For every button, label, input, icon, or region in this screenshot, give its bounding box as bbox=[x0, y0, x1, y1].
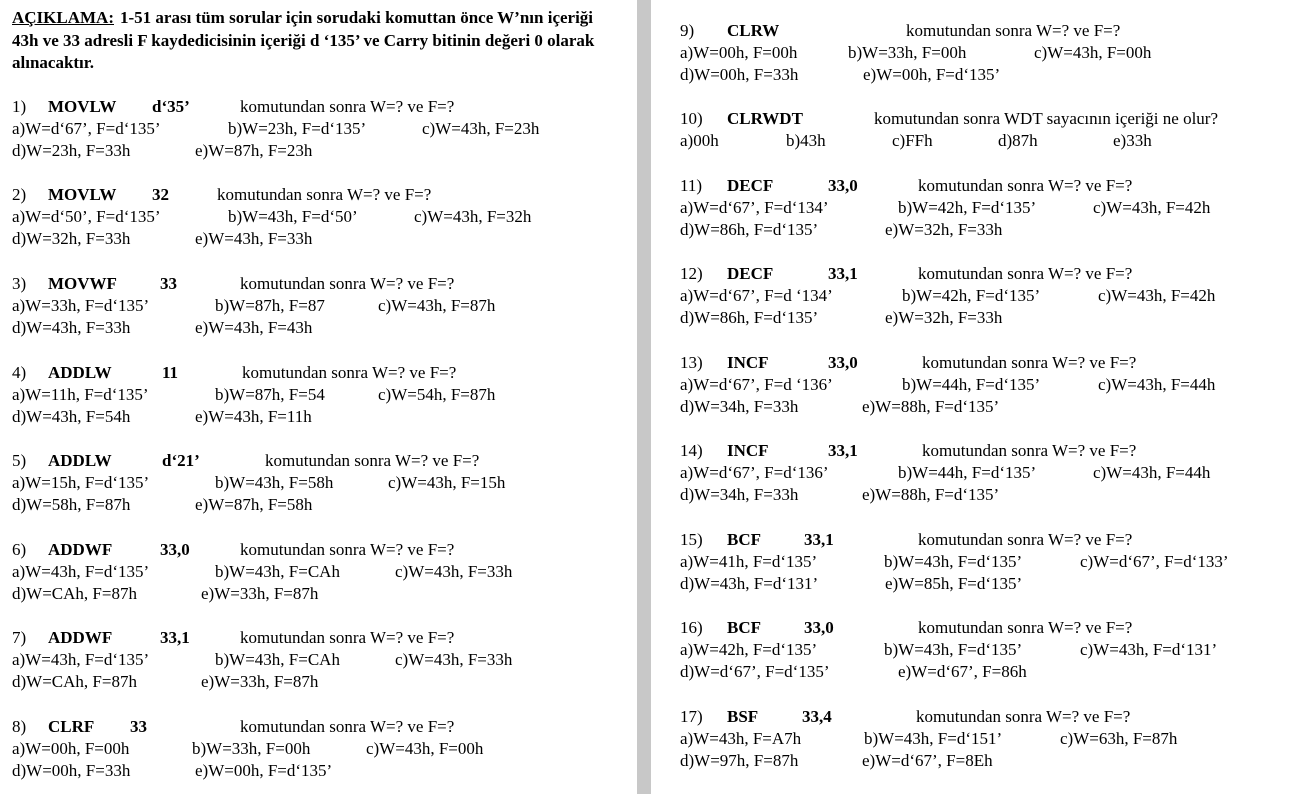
instruction-operand: d‘21’ bbox=[162, 451, 200, 470]
question-line bbox=[680, 440, 1285, 462]
question-line bbox=[680, 20, 1285, 42]
option-a: a)00h bbox=[680, 131, 719, 151]
answer-line bbox=[680, 219, 1285, 241]
option-b: b)W=43h, F=CAh bbox=[215, 650, 340, 670]
instruction-mnemonic: MOVWF bbox=[48, 274, 117, 293]
answer-line bbox=[12, 583, 617, 605]
option-e: e)W=33h, F=87h bbox=[201, 584, 319, 604]
option-a: a)W=42h, F=d‘135’ bbox=[680, 640, 818, 660]
question-line bbox=[12, 184, 617, 206]
instruction-mnemonic: CLRF bbox=[48, 717, 95, 736]
answer-line bbox=[12, 406, 617, 428]
question-block bbox=[680, 263, 1285, 330]
question-line bbox=[12, 539, 617, 561]
option-e: e)33h bbox=[1113, 131, 1152, 151]
option-c: c)W=43h, F=33h bbox=[395, 562, 513, 582]
option-b: b)W=43h, F=58h bbox=[215, 473, 334, 493]
answer-line bbox=[680, 197, 1285, 219]
question-number: 7) bbox=[12, 628, 27, 647]
option-d: d)87h bbox=[998, 131, 1038, 151]
question-number: 8) bbox=[12, 717, 27, 736]
question-number: 10) bbox=[680, 109, 703, 128]
option-c: c)W=43h, F=42h bbox=[1093, 198, 1211, 218]
option-e: e)W=43h, F=43h bbox=[195, 318, 313, 338]
option-a: a)W=43h, F=A7h bbox=[680, 729, 802, 749]
question-line bbox=[12, 273, 617, 295]
instruction-mnemonic: BSF bbox=[727, 707, 759, 726]
option-a: a)W=00h, F=00h bbox=[680, 43, 798, 63]
question-text: komutundan sonra W=? ve F=? bbox=[922, 353, 1137, 372]
question-block bbox=[12, 450, 617, 517]
answer-line bbox=[12, 206, 617, 228]
question-number: 1) bbox=[12, 97, 27, 116]
answer-line bbox=[680, 64, 1285, 86]
option-e: e)W=88h, F=d‘135’ bbox=[862, 397, 1000, 417]
option-a: a)W=d‘67’, F=d ‘136’ bbox=[680, 375, 833, 395]
option-b: b)W=43h, F=d‘135’ bbox=[884, 640, 1023, 660]
question-text: komutundan sonra W=? ve F=? bbox=[906, 21, 1121, 40]
option-c: c)W=43h, F=44h bbox=[1093, 463, 1211, 483]
option-b: b)W=44h, F=d‘135’ bbox=[902, 375, 1041, 395]
option-a: a)W=11h, F=d‘135’ bbox=[12, 385, 149, 405]
question-text: komutundan sonra W=? ve F=? bbox=[217, 185, 432, 204]
answer-line bbox=[680, 750, 1285, 772]
question-text: komutundan sonra W=? ve F=? bbox=[240, 717, 455, 736]
answer-line bbox=[680, 639, 1285, 661]
option-e: e)W=00h, F=d‘135’ bbox=[195, 761, 333, 781]
option-a: a)W=43h, F=d‘135’ bbox=[12, 562, 150, 582]
instruction-mnemonic: ADDLW bbox=[48, 363, 112, 382]
option-d: d)W=32h, F=33h bbox=[12, 229, 131, 249]
question-number: 9) bbox=[680, 21, 695, 40]
question-number: 15) bbox=[680, 530, 703, 549]
option-c: c)W=43h, F=87h bbox=[378, 296, 496, 316]
option-e: e)W=33h, F=87h bbox=[201, 672, 319, 692]
option-b: b)W=33h, F=00h bbox=[848, 43, 967, 63]
option-c: c)W=43h, F=00h bbox=[1034, 43, 1152, 63]
option-e: e)W=00h, F=d‘135’ bbox=[863, 65, 1001, 85]
instruction-operand: 33,0 bbox=[804, 618, 834, 637]
option-d: d)W=00h, F=33h bbox=[680, 65, 799, 85]
option-e: e)W=43h, F=33h bbox=[195, 229, 313, 249]
question-text: komutundan sonra W=? ve F=? bbox=[240, 628, 455, 647]
column-divider bbox=[637, 0, 651, 794]
answer-line bbox=[12, 472, 617, 494]
option-d: d)W=86h, F=d‘135’ bbox=[680, 220, 819, 240]
answer-line bbox=[12, 738, 617, 760]
question-line bbox=[12, 627, 617, 649]
option-a: a)W=15h, F=d‘135’ bbox=[12, 473, 150, 493]
option-b: b)W=87h, F=54 bbox=[215, 385, 325, 405]
question-block bbox=[680, 529, 1285, 596]
answer-line bbox=[680, 42, 1285, 64]
question-line bbox=[12, 450, 617, 472]
instruction-mnemonic: MOVLW bbox=[48, 97, 117, 116]
option-a: a)W=33h, F=d‘135’ bbox=[12, 296, 150, 316]
question-block bbox=[12, 539, 617, 606]
answer-line bbox=[680, 130, 1285, 152]
option-e: e)W=85h, F=d‘135’ bbox=[885, 574, 1023, 594]
instruction-operand: 11 bbox=[162, 363, 179, 382]
instruction-mnemonic: DECF bbox=[727, 264, 774, 283]
answer-line bbox=[12, 295, 617, 317]
question-line bbox=[12, 362, 617, 384]
instructions-label: AÇIKLAMA: bbox=[12, 8, 114, 27]
question-block bbox=[680, 20, 1285, 87]
question-number: 13) bbox=[680, 353, 703, 372]
instructions bbox=[12, 7, 612, 75]
option-b: b)W=42h, F=d‘135’ bbox=[902, 286, 1041, 306]
option-a: a)W=d‘67’, F=d‘136’ bbox=[680, 463, 829, 483]
option-a: a)W=41h, F=d‘135’ bbox=[680, 552, 818, 572]
instruction-mnemonic: CLRW bbox=[727, 21, 780, 40]
question-text: komutundan sonra W=? ve F=? bbox=[918, 530, 1133, 549]
answer-line bbox=[12, 671, 617, 693]
question-block bbox=[680, 706, 1285, 773]
option-a: a)W=d‘50’, F=d‘135’ bbox=[12, 207, 161, 227]
instruction-mnemonic: ADDWF bbox=[48, 628, 113, 647]
instruction-mnemonic: ADDLW bbox=[48, 451, 112, 470]
instruction-mnemonic: ADDWF bbox=[48, 540, 113, 559]
question-text: komutundan sonra W=? ve F=? bbox=[240, 97, 455, 116]
option-a: a)W=00h, F=00h bbox=[12, 739, 130, 759]
question-number: 4) bbox=[12, 363, 27, 382]
answer-line bbox=[680, 573, 1285, 595]
option-b: b)W=44h, F=d‘135’ bbox=[898, 463, 1037, 483]
question-block bbox=[680, 175, 1285, 242]
answer-line bbox=[12, 317, 617, 339]
option-d: d)W=97h, F=87h bbox=[680, 751, 799, 771]
question-line bbox=[680, 175, 1285, 197]
question-number: 17) bbox=[680, 707, 703, 726]
question-block bbox=[12, 273, 617, 340]
answer-line bbox=[12, 384, 617, 406]
option-c: c)FFh bbox=[892, 131, 933, 151]
option-e: e)W=87h, F=58h bbox=[195, 495, 313, 515]
option-a: a)W=d‘67’, F=d‘134’ bbox=[680, 198, 829, 218]
option-d: d)W=CAh, F=87h bbox=[12, 584, 137, 604]
option-a: a)W=d‘67’, F=d‘135’ bbox=[12, 119, 161, 139]
question-number: 14) bbox=[680, 441, 703, 460]
answer-line bbox=[680, 285, 1285, 307]
answer-line bbox=[12, 494, 617, 516]
option-d: d)W=34h, F=33h bbox=[680, 397, 799, 417]
question-text: komutundan sonra W=? ve F=? bbox=[918, 264, 1133, 283]
answer-line bbox=[12, 561, 617, 583]
option-b: b)W=87h, F=87 bbox=[215, 296, 325, 316]
option-d: d)W=43h, F=d‘131’ bbox=[680, 574, 819, 594]
question-block bbox=[12, 96, 617, 163]
instructions-text: 1-51 arası tüm sorular için sorudaki komuttan önce W’nın içeriği 43h ve 33 adresli F kaydedicisinin içeriği d ‘135’ ve Carry bitinin değeri 0 olarak alınacaktır. bbox=[12, 8, 595, 72]
instruction-operand: 33,1 bbox=[804, 530, 834, 549]
question-block bbox=[680, 108, 1285, 152]
answer-line bbox=[680, 728, 1285, 750]
question-text: komutundan sonra W=? ve F=? bbox=[240, 540, 455, 559]
question-block bbox=[12, 362, 617, 429]
instruction-operand: 33,0 bbox=[828, 353, 858, 372]
instruction-operand: 32 bbox=[152, 185, 169, 204]
option-e: e)W=87h, F=23h bbox=[195, 141, 313, 161]
option-c: c)W=63h, F=87h bbox=[1060, 729, 1178, 749]
option-d: d)W=43h, F=33h bbox=[12, 318, 131, 338]
question-line bbox=[680, 529, 1285, 551]
question-text: komutundan sonra W=? ve F=? bbox=[242, 363, 457, 382]
answer-line bbox=[680, 307, 1285, 329]
instruction-operand: 33 bbox=[160, 274, 177, 293]
instruction-mnemonic: DECF bbox=[727, 176, 774, 195]
question-line bbox=[680, 617, 1285, 639]
answer-line bbox=[12, 118, 617, 140]
option-b: b)W=43h, F=d‘151’ bbox=[864, 729, 1003, 749]
option-b: b)W=23h, F=d‘135’ bbox=[228, 119, 367, 139]
instruction-operand: 33,1 bbox=[160, 628, 190, 647]
answer-line bbox=[680, 462, 1285, 484]
question-line bbox=[12, 716, 617, 738]
option-c: c)W=43h, F=44h bbox=[1098, 375, 1216, 395]
question-text: komutundan sonra W=? ve F=? bbox=[265, 451, 480, 470]
instruction-mnemonic: INCF bbox=[727, 353, 769, 372]
question-block bbox=[12, 184, 617, 251]
question-number: 3) bbox=[12, 274, 27, 293]
question-line bbox=[12, 96, 617, 118]
option-c: c)W=43h, F=23h bbox=[422, 119, 540, 139]
option-a: a)W=d‘67’, F=d ‘134’ bbox=[680, 286, 833, 306]
question-text: komutundan sonra W=? ve F=? bbox=[922, 441, 1137, 460]
option-e: e)W=43h, F=11h bbox=[195, 407, 312, 427]
question-text: komutundan sonra W=? ve F=? bbox=[240, 274, 455, 293]
option-d: d)W=CAh, F=87h bbox=[12, 672, 137, 692]
question-text: komutundan sonra W=? ve F=? bbox=[918, 618, 1133, 637]
question-number: 12) bbox=[680, 264, 703, 283]
answer-line bbox=[680, 484, 1285, 506]
option-c: c)W=43h, F=15h bbox=[388, 473, 506, 493]
option-b: b)W=43h, F=d‘135’ bbox=[884, 552, 1023, 572]
option-d: d)W=00h, F=33h bbox=[12, 761, 131, 781]
instruction-operand: d‘35’ bbox=[152, 97, 190, 116]
answer-line bbox=[680, 374, 1285, 396]
question-line bbox=[680, 352, 1285, 374]
option-e: e)W=d‘67’, F=8Eh bbox=[862, 751, 993, 771]
instruction-operand: 33,1 bbox=[828, 441, 858, 460]
question-block bbox=[680, 617, 1285, 684]
answer-line bbox=[12, 760, 617, 782]
instruction-mnemonic: BCF bbox=[727, 618, 761, 637]
question-text: komutundan sonra W=? ve F=? bbox=[918, 176, 1133, 195]
instruction-mnemonic: INCF bbox=[727, 441, 769, 460]
option-c: c)W=43h, F=42h bbox=[1098, 286, 1216, 306]
option-e: e)W=32h, F=33h bbox=[885, 220, 1003, 240]
option-d: d)W=43h, F=54h bbox=[12, 407, 131, 427]
option-b: b)W=42h, F=d‘135’ bbox=[898, 198, 1037, 218]
question-block bbox=[12, 716, 617, 783]
option-c: c)W=43h, F=32h bbox=[414, 207, 532, 227]
instruction-operand: 33,4 bbox=[802, 707, 832, 726]
option-e: e)W=88h, F=d‘135’ bbox=[862, 485, 1000, 505]
question-text: komutundan sonra W=? ve F=? bbox=[916, 707, 1131, 726]
option-d: d)W=d‘67’, F=d‘135’ bbox=[680, 662, 830, 682]
answer-line bbox=[12, 649, 617, 671]
instruction-operand: 33 bbox=[130, 717, 147, 736]
question-block bbox=[680, 352, 1285, 419]
answer-line bbox=[12, 228, 617, 250]
option-c: c)W=43h, F=33h bbox=[395, 650, 513, 670]
option-c: c)W=d‘67’, F=d‘133’ bbox=[1080, 552, 1229, 572]
question-number: 16) bbox=[680, 618, 703, 637]
answer-line bbox=[680, 551, 1285, 573]
option-b: b)W=43h, F=d‘50’ bbox=[228, 207, 358, 227]
instruction-operand: 33,0 bbox=[828, 176, 858, 195]
question-number: 11) bbox=[680, 176, 703, 195]
instruction-mnemonic: MOVLW bbox=[48, 185, 117, 204]
question-line bbox=[680, 263, 1285, 285]
question-line bbox=[680, 108, 1285, 130]
option-c: c)W=43h, F=00h bbox=[366, 739, 484, 759]
question-text: komutundan sonra WDT sayacının içeriği ne olur? bbox=[874, 109, 1219, 128]
answer-line bbox=[680, 661, 1285, 683]
answer-line bbox=[12, 140, 617, 162]
instruction-operand: 33,1 bbox=[828, 264, 858, 283]
option-c: c)W=54h, F=87h bbox=[378, 385, 496, 405]
instruction-operand: 33,0 bbox=[160, 540, 190, 559]
option-e: e)W=32h, F=33h bbox=[885, 308, 1003, 328]
option-b: b)43h bbox=[786, 131, 826, 151]
option-b: b)W=43h, F=CAh bbox=[215, 562, 340, 582]
question-block bbox=[12, 627, 617, 694]
option-d: d)W=58h, F=87h bbox=[12, 495, 131, 515]
option-e: e)W=d‘67’, F=86h bbox=[898, 662, 1027, 682]
question-number: 2) bbox=[12, 185, 27, 204]
option-d: d)W=86h, F=d‘135’ bbox=[680, 308, 819, 328]
answer-line bbox=[680, 396, 1285, 418]
question-number: 6) bbox=[12, 540, 27, 559]
option-b: b)W=33h, F=00h bbox=[192, 739, 311, 759]
question-block bbox=[680, 440, 1285, 507]
option-c: c)W=43h, F=d‘131’ bbox=[1080, 640, 1218, 660]
instruction-mnemonic: BCF bbox=[727, 530, 761, 549]
option-d: d)W=23h, F=33h bbox=[12, 141, 131, 161]
option-a: a)W=43h, F=d‘135’ bbox=[12, 650, 150, 670]
option-d: d)W=34h, F=33h bbox=[680, 485, 799, 505]
question-number: 5) bbox=[12, 451, 27, 470]
instruction-mnemonic: CLRWDT bbox=[727, 109, 803, 128]
question-line bbox=[680, 706, 1285, 728]
